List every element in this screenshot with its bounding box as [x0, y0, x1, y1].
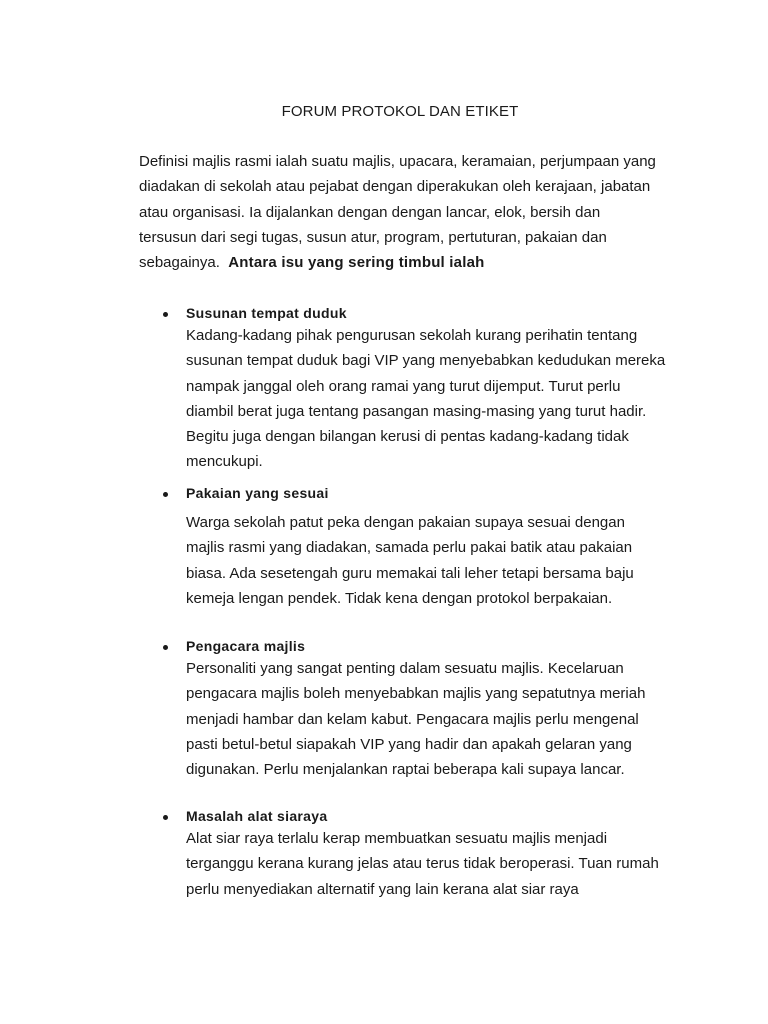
section-title: Pakaian yang sesuai: [186, 485, 329, 501]
intro-bold-text: Antara isu yang sering timbul ialah: [228, 254, 485, 272]
intro-text: Definisi majlis rasmi ialah suatu majlis, upacara, keramaian, perjumpaan yang diadakan di sekolah atau pejabat dengan diperakukan oleh kerajaan, jabatan atau organisasi. Ia dijalankan dengan dengan lancar, elok, bersih dan tersusun dari segi tugas, susun atur, program, pertuturan, pakaian dan sebagainya.: [139, 153, 656, 272]
section-body: Warga sekolah patut peka dengan pakaian supaya sesuai dengan majlis rasmi yang diadakan, samada perlu pakai batik atau pakaian biasa. Ada sesetengah guru memakai tali leher tetapi bersama baju kemeja lengan pendek. Tidak kena dengan protokol berpakaian.: [186, 514, 634, 607]
section-body: Personaliti yang sangat penting dalam sesuatu majlis. Kecelaruan pengacara majlis boleh menyebabkan majlis yang sepatutnya meriah menjadi hambar dan kelam kabut. Pengacara majlis perlu mengenal pasti betul-betul siapakah VIP yang hadir dan apakah gelaran yang digunakan. Perlu menjalankan raptai beberapa kali supaya lancar.: [186, 660, 646, 779]
bullet-icon: [162, 813, 172, 823]
list-item-seating: [186, 303, 666, 475]
section-title: Pengacara majlis: [186, 638, 306, 654]
list-item-attire: [186, 483, 666, 611]
intro-paragraph: [139, 149, 659, 275]
page-title: FORUM PROTOKOL DAN ETIKET: [281, 103, 519, 120]
bullet-icon: [162, 643, 172, 653]
bullet-icon: [162, 490, 172, 500]
list-item-emcee: [186, 636, 666, 782]
section-title: Susunan tempat duduk: [186, 305, 347, 321]
section-title: Masalah alat siaraya: [186, 808, 328, 824]
section-body: Kadang-kadang pihak pengurusan sekolah kurang perihatin tentang susunan tempat duduk bagi VIP yang menyebabkan kedudukan mereka nampak janggal oleh orang ramai yang turut dijemput. Turut perlu diambil berat juga tentang pasangan masing-masing yang turut hadir. Begitu juga dengan bilangan kerusi di pentas kadang-kadang tidak mencukupi.: [186, 327, 666, 471]
list-item-pa-system: [186, 806, 666, 902]
bullet-icon: [162, 310, 172, 320]
section-body: Alat siar raya terlalu kerap membuatkan sesuatu majlis menjadi terganggu kerana kurang jelas atau terus tidak beroperasi. Tuan rumah perlu menyediakan alternatif yang lain kerana alat siar raya: [186, 830, 659, 898]
